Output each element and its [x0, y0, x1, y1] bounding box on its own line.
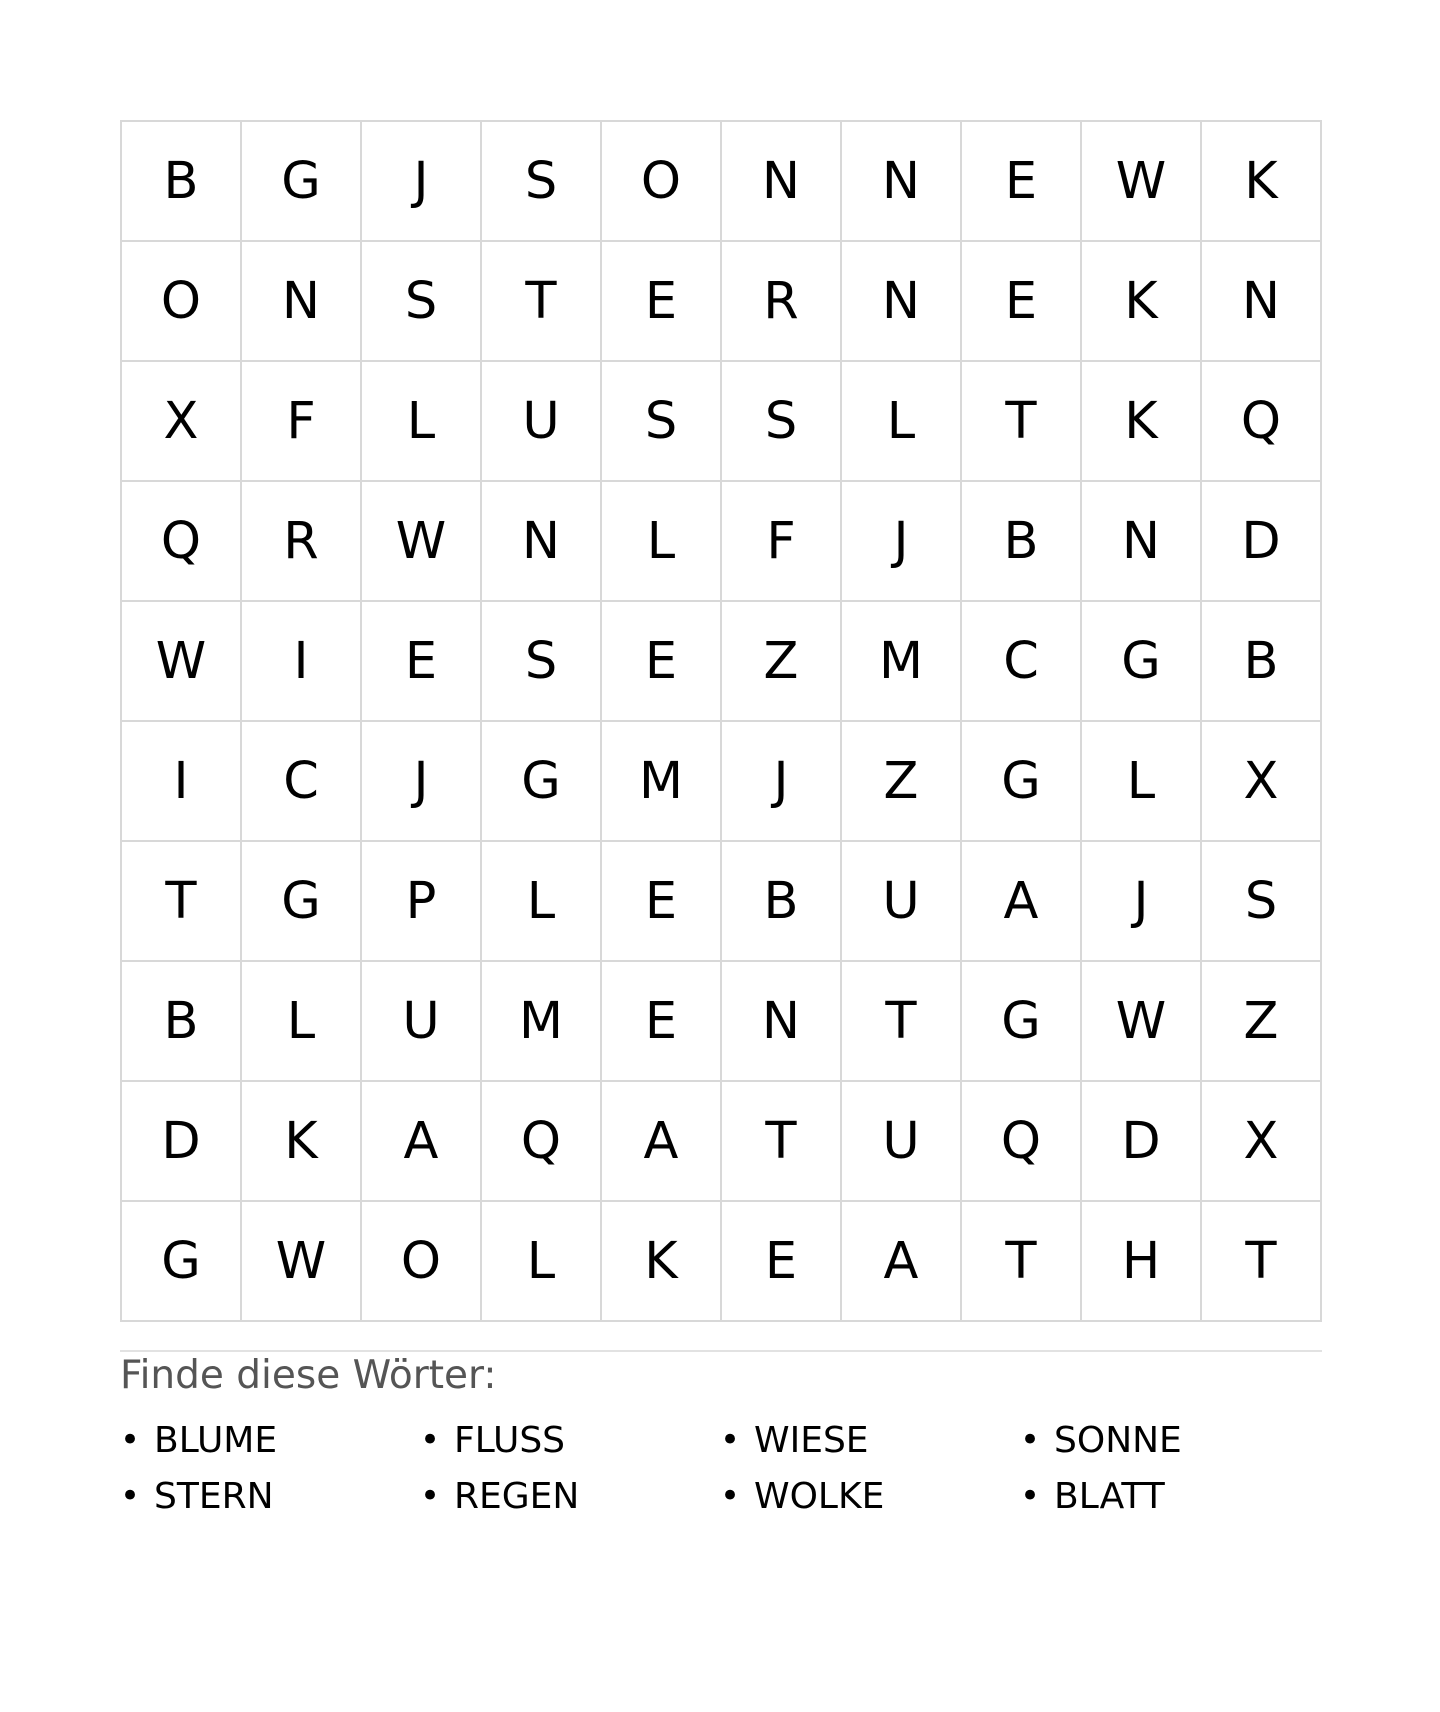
grid-cell[interactable]: K — [1082, 242, 1202, 362]
grid-cell[interactable]: B — [722, 842, 842, 962]
grid-cell[interactable]: F — [242, 362, 362, 482]
word-label: WOLKE — [754, 1475, 885, 1517]
word-list-item — [120, 1412, 420, 1468]
grid-cell[interactable]: W — [122, 602, 242, 722]
grid-cell[interactable]: W — [1082, 122, 1202, 242]
grid-cell[interactable]: G — [1082, 602, 1202, 722]
grid-cell[interactable]: Z — [842, 722, 962, 842]
word-label: BLATT — [1054, 1475, 1165, 1517]
grid-cell[interactable]: E — [602, 842, 722, 962]
grid-cell[interactable]: Q — [1202, 362, 1322, 482]
grid-cell[interactable]: E — [602, 602, 722, 722]
grid-cell[interactable]: O — [362, 1202, 482, 1322]
grid-cell[interactable]: J — [722, 722, 842, 842]
word-label: SONNE — [1054, 1419, 1182, 1461]
grid-cell[interactable]: N — [242, 242, 362, 362]
grid-cell[interactable]: U — [842, 842, 962, 962]
grid-cell[interactable]: M — [842, 602, 962, 722]
grid-cell[interactable]: J — [362, 722, 482, 842]
grid-cell[interactable]: G — [482, 722, 602, 842]
grid-cell[interactable]: E — [602, 242, 722, 362]
grid-cell[interactable]: A — [362, 1082, 482, 1202]
grid-cell[interactable]: X — [1202, 722, 1322, 842]
grid-cell[interactable]: Z — [722, 602, 842, 722]
grid-cell[interactable]: T — [962, 1202, 1082, 1322]
grid-cell[interactable]: G — [242, 122, 362, 242]
word-label: STERN — [154, 1475, 274, 1517]
grid-cell[interactable]: W — [362, 482, 482, 602]
grid-cell[interactable]: A — [962, 842, 1082, 962]
divider — [120, 1350, 1322, 1352]
word-label: FLUSS — [454, 1419, 566, 1461]
grid-cell[interactable]: D — [1202, 482, 1322, 602]
grid-cell[interactable]: T — [962, 362, 1082, 482]
grid-cell[interactable]: O — [602, 122, 722, 242]
grid-cell[interactable]: G — [962, 722, 1082, 842]
grid-cell[interactable]: G — [242, 842, 362, 962]
bullet-icon: • — [420, 1420, 441, 1460]
grid-cell[interactable]: L — [842, 362, 962, 482]
grid-cell[interactable]: R — [722, 242, 842, 362]
grid-cell[interactable]: N — [1082, 482, 1202, 602]
grid-cell[interactable]: E — [962, 242, 1082, 362]
grid-cell[interactable]: S — [482, 602, 602, 722]
grid-cell[interactable]: B — [1202, 602, 1322, 722]
grid-cell[interactable]: U — [362, 962, 482, 1082]
grid-cell[interactable]: J — [1082, 842, 1202, 962]
grid-cell[interactable]: S — [602, 362, 722, 482]
grid-cell[interactable]: E — [722, 1202, 842, 1322]
grid-cell[interactable]: W — [1082, 962, 1202, 1082]
bullet-icon: • — [120, 1476, 141, 1516]
grid-cell[interactable]: U — [482, 362, 602, 482]
grid-cell[interactable]: E — [962, 122, 1082, 242]
grid-cell[interactable]: U — [842, 1082, 962, 1202]
grid-cell[interactable]: N — [722, 962, 842, 1082]
grid-cell[interactable]: D — [122, 1082, 242, 1202]
grid-cell[interactable]: S — [1202, 842, 1322, 962]
grid-cell[interactable]: C — [242, 722, 362, 842]
grid-cell[interactable]: O — [122, 242, 242, 362]
grid-cell[interactable]: Q — [962, 1082, 1082, 1202]
bullet-icon: • — [720, 1420, 741, 1460]
word-list-item — [120, 1468, 420, 1524]
bullet-icon: • — [1020, 1476, 1041, 1516]
word-list-item — [1020, 1412, 1320, 1468]
word-label: REGEN — [454, 1475, 580, 1517]
grid-cell[interactable]: R — [242, 482, 362, 602]
grid-cell[interactable]: X — [1202, 1082, 1322, 1202]
grid-cell[interactable]: T — [842, 962, 962, 1082]
grid-cell[interactable]: A — [842, 1202, 962, 1322]
grid-cell[interactable]: K — [1082, 362, 1202, 482]
grid-cell[interactable]: I — [122, 722, 242, 842]
grid-cell[interactable]: T — [482, 242, 602, 362]
grid-cell[interactable]: G — [962, 962, 1082, 1082]
grid-cell[interactable]: E — [362, 602, 482, 722]
grid-cell[interactable]: K — [1202, 122, 1322, 242]
grid-cell[interactable]: L — [602, 482, 722, 602]
grid-cell[interactable]: D — [1082, 1082, 1202, 1202]
grid-cell[interactable]: A — [602, 1082, 722, 1202]
bullet-icon: • — [120, 1420, 141, 1460]
word-list-item — [1020, 1468, 1320, 1524]
grid-cell[interactable]: K — [242, 1082, 362, 1202]
bullet-icon: • — [420, 1476, 441, 1516]
word-list-item — [420, 1468, 720, 1524]
grid-cell[interactable]: T — [122, 842, 242, 962]
grid-cell[interactable]: N — [482, 482, 602, 602]
grid-cell[interactable]: S — [722, 362, 842, 482]
grid-cell[interactable]: X — [122, 362, 242, 482]
grid-cell[interactable]: Q — [482, 1082, 602, 1202]
grid-cell[interactable]: N — [722, 122, 842, 242]
word-list — [120, 1412, 1322, 1524]
grid-cell[interactable]: P — [362, 842, 482, 962]
grid-cell[interactable]: L — [1082, 722, 1202, 842]
grid-cell[interactable]: B — [122, 122, 242, 242]
grid-cell[interactable]: J — [362, 122, 482, 242]
bullet-icon: • — [720, 1476, 741, 1516]
grid-cell[interactable]: M — [602, 722, 722, 842]
grid-cell[interactable]: T — [1202, 1202, 1322, 1322]
grid-cell[interactable]: K — [602, 1202, 722, 1322]
grid-cell[interactable]: W — [242, 1202, 362, 1322]
word-label: BLUME — [154, 1419, 278, 1461]
grid-cell[interactable]: I — [242, 602, 362, 722]
grid-cell[interactable]: S — [482, 122, 602, 242]
word-list-heading: Finde diese Wörter: — [120, 1353, 497, 1398]
grid-cell[interactable]: F — [722, 482, 842, 602]
grid-cell[interactable]: G — [122, 1202, 242, 1322]
word-list-item — [720, 1412, 1020, 1468]
word-list-item — [720, 1468, 1020, 1524]
bullet-icon: • — [1020, 1420, 1041, 1460]
grid-cell[interactable]: L — [362, 362, 482, 482]
grid-cell[interactable]: E — [602, 962, 722, 1082]
grid-cell[interactable]: B — [962, 482, 1082, 602]
grid-cell[interactable]: N — [1202, 242, 1322, 362]
grid-cell[interactable]: C — [962, 602, 1082, 722]
word-label: WIESE — [754, 1419, 869, 1461]
grid-cell[interactable]: H — [1082, 1202, 1202, 1322]
letter-grid — [120, 120, 1322, 1322]
grid-cell[interactable]: T — [722, 1082, 842, 1202]
grid-cell[interactable]: M — [482, 962, 602, 1082]
grid-cell[interactable]: L — [482, 1202, 602, 1322]
grid-cell[interactable]: N — [842, 122, 962, 242]
grid-cell[interactable]: B — [122, 962, 242, 1082]
grid-cell[interactable]: Z — [1202, 962, 1322, 1082]
word-list-item — [420, 1412, 720, 1468]
grid-cell[interactable]: N — [842, 242, 962, 362]
grid-cell[interactable]: L — [482, 842, 602, 962]
grid-cell[interactable]: J — [842, 482, 962, 602]
grid-cell[interactable]: L — [242, 962, 362, 1082]
grid-cell[interactable]: S — [362, 242, 482, 362]
grid-cell[interactable]: Q — [122, 482, 242, 602]
